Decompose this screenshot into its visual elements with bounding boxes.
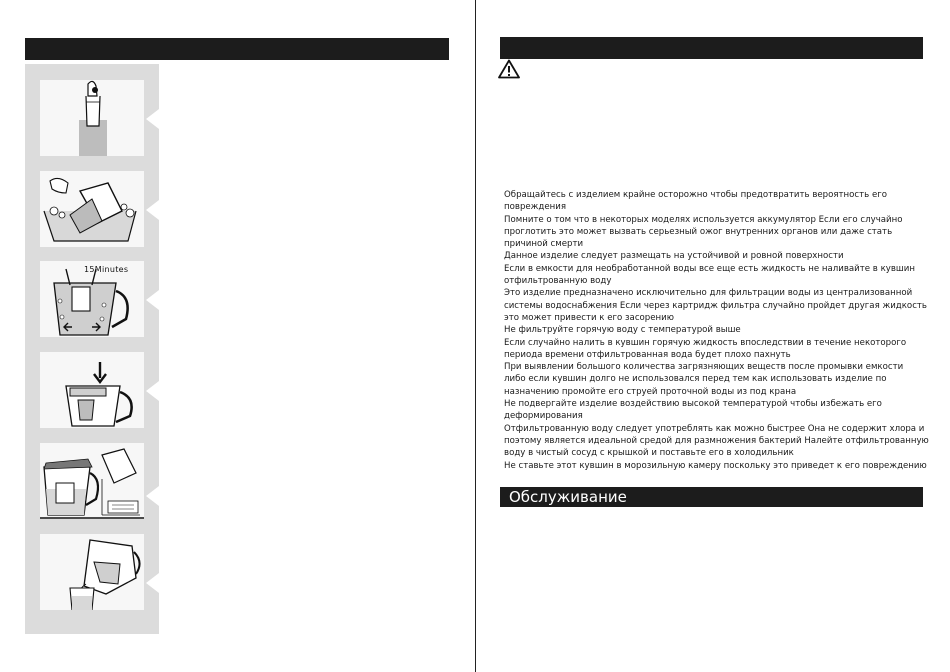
warning-triangle-icon [498, 59, 520, 79]
step-1-box [40, 80, 144, 156]
step-4-notch [146, 381, 159, 401]
warning-line: Если случайно налить в кувшин горячую жидкость впоследствии в течение некоторого [504, 337, 907, 348]
step-5-notch [146, 486, 159, 506]
warning-line: Если в емкости для необработанной воды все еще есть жидкость не наливайте в кувшин [504, 263, 915, 274]
step-6-notch [146, 573, 159, 593]
pitcher-wash-icon [40, 171, 144, 247]
pitcher-fill-icon [40, 443, 144, 519]
warning-line: периода времени отфильтрованная вода будет плохо пахнуть [504, 349, 791, 360]
timer-label: 15Minutes [84, 265, 129, 274]
step-1-notch [146, 109, 159, 129]
warning-line: Обращайтесь с изделием крайне осторожно чтобы предотвратить вероятность его [504, 190, 888, 200]
warning-line: Не ставьте этот кувшин в морозильную камеру поскольку это приведет к его повреждению [504, 460, 927, 471]
warnings-list [504, 189, 944, 472]
cartridge-insert-icon [40, 352, 144, 428]
warning-line: Отфильтрованную воду следует употреблять как можно быстрее Она не содержит хлора и [504, 423, 925, 434]
warning-line: повреждения [504, 202, 567, 213]
warning-line: При выявлении большого количества загрязняющих веществ после промывки емкости [504, 362, 904, 373]
step-2-notch [146, 200, 159, 220]
step-2-box [40, 171, 144, 247]
step-3-notch [146, 290, 159, 310]
warning-line: либо если кувшин долго не использовался перед тем как использовать изделие по [504, 374, 887, 385]
left-header-bar [25, 38, 449, 60]
step-4-box [40, 352, 144, 428]
warning-line: это может привести к его засорению [504, 312, 674, 323]
warning-line: системы водоснабжения Если через картридж фильтра случайно пройдет другая жидкость [504, 300, 927, 311]
right-page [476, 0, 950, 672]
filter-cartridge-soak-icon [40, 80, 144, 156]
maintenance-section-title: Обслуживание [500, 487, 923, 507]
warning-line: Помните о том что в некоторых моделях используется аккумулятор Если его случайно [504, 214, 903, 225]
warning-line: Данное изделие следует размещать на устойчивой и ровной поверхности [504, 251, 844, 262]
warning-line: Не подвергайте изделие воздействию высокой температурой чтобы избежать его [504, 399, 882, 410]
pour-water-icon [40, 534, 144, 610]
step-5-box [40, 443, 144, 519]
right-header-bar [500, 37, 923, 59]
step-6-box [40, 534, 144, 610]
warning-line: назначению промойте его струей проточной воды из под крана [504, 386, 797, 397]
steps-panel [25, 64, 159, 634]
warning-line: проглотить это может вызвать серьезный ожог внутренних органов или даже стать [504, 226, 893, 237]
step-3-box [40, 261, 144, 337]
warning-line: Это изделие предназначено исключительно для фильтрации воды из централизованной [504, 288, 913, 299]
warning-line: деформирования [504, 411, 583, 422]
warning-line: причиной смерти [504, 239, 584, 250]
warning-line: воду в чистый сосуд с крышкой и поставьте его в холодильник [504, 448, 794, 459]
warning-line: поэтому является идеальной средой для размножения бактерий Налейте отфильтрованную [504, 435, 929, 446]
warning-line: отфильтрованную воду [504, 276, 612, 287]
warning-line: Не фильтруйте горячую воду с температурой выше [504, 325, 741, 336]
